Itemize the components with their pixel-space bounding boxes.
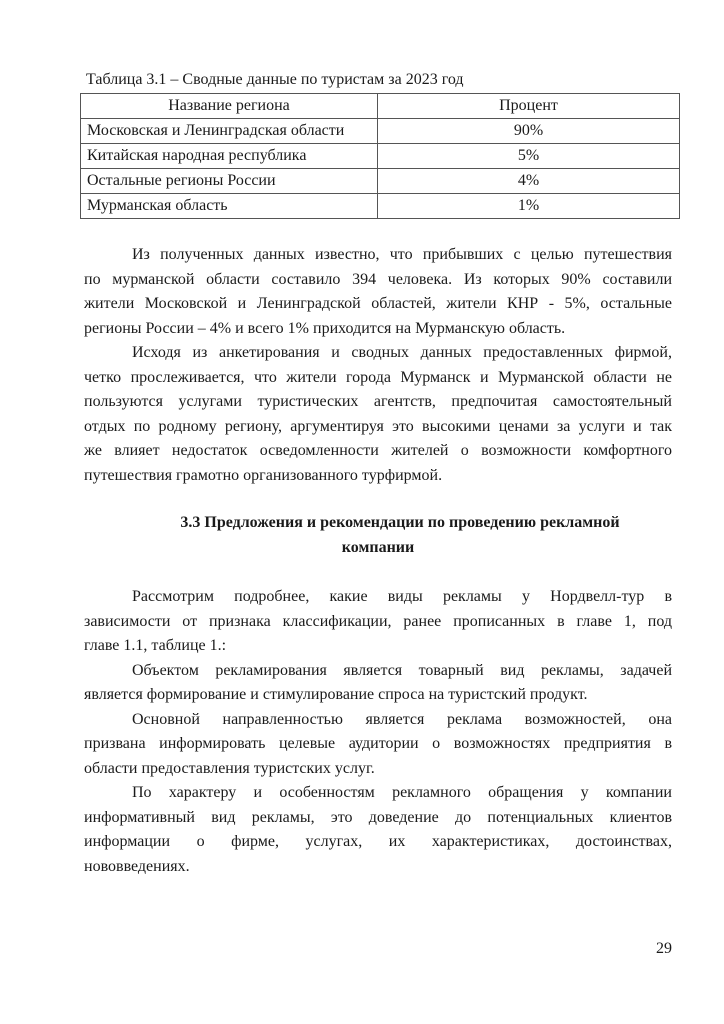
table-row — [81, 169, 680, 194]
text-line: Объектом рекламирования является товарный вид рекламы, задачей — [132, 661, 672, 679]
text-line: главе 1.1, таблице 1.: — [84, 637, 227, 654]
percent-cell: 4% — [378, 169, 680, 194]
body-text-section-1 — [84, 243, 672, 488]
region-cell: Мурманская область — [81, 194, 378, 219]
body-text-section-2 — [84, 585, 672, 879]
column-header-percent: Процент — [378, 94, 680, 119]
text-line: призвана информировать целевые аудитории о возможностях предприятия в — [84, 735, 672, 752]
text-line: отдых по родному региону, аргументируя это высокими ценами за услуги и так — [84, 417, 672, 435]
section-heading-line-1: 3.3 Предложения и рекомендации по проведению рекламной — [180, 514, 620, 531]
table-row — [81, 119, 680, 144]
paragraph — [84, 341, 672, 488]
section-heading-line-2: компании — [341, 538, 415, 556]
page-number: 29 — [656, 940, 672, 957]
text-line: жители Московской и Ленинградской областей, жители КНР - 5%, остальные — [84, 295, 672, 312]
text-line: Рассмотрим подробнее, какие виды рекламы у Нордвелл-тур в — [132, 588, 672, 605]
table-row — [81, 144, 680, 169]
text-line: информации о фирме, услугах, их характеристиках, достоинствах, — [84, 833, 672, 850]
paragraph — [84, 708, 672, 782]
text-line: регионы России – 4% и всего 1% приходится на Мурманскую область. — [84, 319, 566, 337]
text-line: четко прослеживается, что жители города Мурманск и Мурманской области не — [84, 368, 672, 386]
region-cell: Московская и Ленинградская области — [81, 119, 378, 144]
section-heading — [84, 511, 672, 560]
text-line: зависимости от признака классификации, ранее прописанных в главе 1, под — [84, 612, 672, 630]
table-row — [81, 194, 680, 219]
paragraph — [84, 243, 672, 341]
text-line: путешествия грамотно организованного турфирмой. — [84, 466, 443, 484]
percent-cell: 90% — [378, 119, 680, 144]
region-cell: Китайская народная республика — [81, 144, 378, 169]
text-line: пользуются услугами туристических агентств, предпочитая самостоятельный — [84, 393, 672, 410]
tourist-summary-table — [80, 93, 680, 219]
text-line: По характеру и особенностям рекламного обращения у компании — [132, 784, 672, 801]
text-line: области предоставления туристских услуг. — [84, 759, 375, 777]
text-line: по мурманской области составило 394 человека. Из которых 90% составили — [84, 270, 672, 288]
text-line: информативный вид рекламы, это доведение до потенциальных клиентов — [84, 808, 672, 826]
text-line: Исходя из анкетирования и сводных данных предоставленных фирмой, — [132, 344, 672, 361]
text-line: является формирование и стимулирование спроса на туристский продукт. — [84, 686, 588, 703]
text-line: же влияет недостаток осведомленности жителей о возможности комфортного — [84, 442, 672, 459]
table-header-row — [81, 94, 680, 119]
percent-cell: 1% — [378, 194, 680, 219]
text-line: Из полученных данных известно, что прибывших с целью путешествия — [132, 246, 672, 263]
paragraph — [84, 585, 672, 659]
paragraph — [84, 781, 672, 879]
paragraph — [84, 659, 672, 708]
text-line: Основной направленностью является реклама возможностей, она — [132, 710, 672, 728]
region-cell: Остальные регионы России — [81, 169, 378, 194]
column-header-region: Название региона — [81, 94, 378, 119]
table-caption: Таблица 3.1 – Сводные данные по туристам за 2023 год — [86, 71, 464, 88]
percent-cell: 5% — [378, 144, 680, 169]
text-line: нововведениях. — [84, 857, 190, 875]
